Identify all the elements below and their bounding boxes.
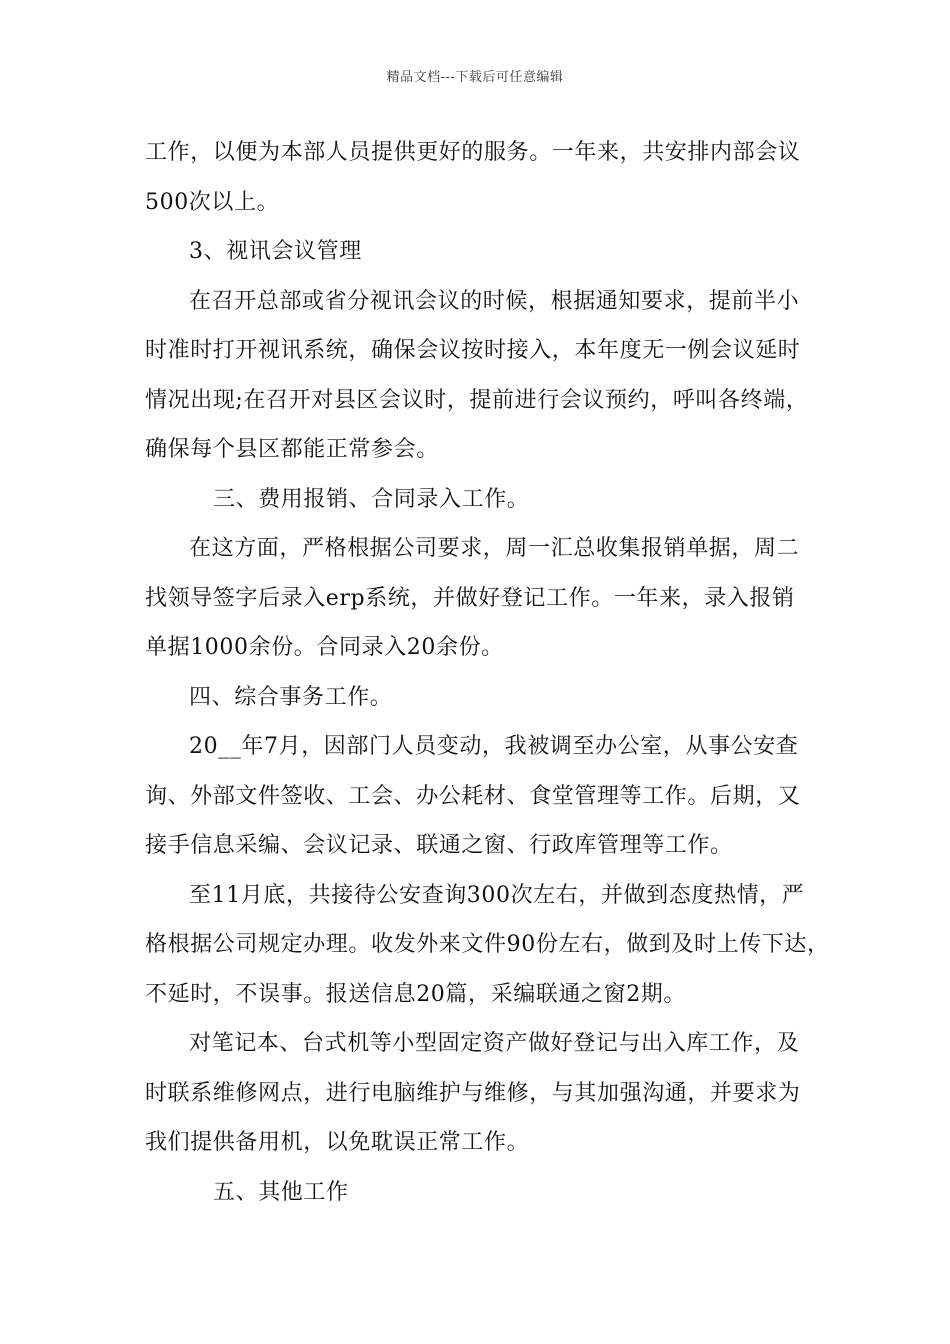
page-header: 精品文档---下载后可任意编辑 xyxy=(386,70,564,85)
text-line: 接手信息采编、会议记录、联通之窗、行政库管理等工作。 xyxy=(145,833,733,858)
section-heading: 四、综合事务工作。 xyxy=(189,684,393,710)
text-line: 在召开总部或省分视讯会议的时候，根据通知要求，提前半小 xyxy=(189,288,800,314)
text-line: 至11月底，共接待公安查询300次左右，并做到态度热情，严 xyxy=(189,882,805,908)
text-line: 我们提供备用机，以免耽误正常工作。 xyxy=(145,1130,530,1155)
text-line: 工作，以便为本部人员提供更好的服务。一年来，共安排内部会议 xyxy=(145,140,801,165)
text-line: 20__年7月，因部门人员变动，我被调至办公室，从事公安查 xyxy=(189,734,799,759)
section-heading: 三、费用报销、合同录入工作。 xyxy=(213,486,530,512)
text-line: 时联系维修网点，进行电脑维护与维修，与其加强沟通，并要求为 xyxy=(145,1080,801,1106)
text-line: 在这方面，严格根据公司要求，周一汇总收集报销单据，周二 xyxy=(189,536,800,561)
section-heading: 五、其他工作 xyxy=(213,1179,349,1205)
text-line: 单据1000余份。合同录入20余份。 xyxy=(145,635,504,660)
text-line: 时准时打开视讯系统，确保会议按时接入，本年度无一例会议延时 xyxy=(145,338,801,363)
document-body xyxy=(145,128,830,1217)
text-line: 情况出现;在召开对县区会议时，提前进行会议预约，呼叫各终端， xyxy=(145,387,809,413)
text-line: 确保每个县区都能正常参会。 xyxy=(145,437,439,462)
text-line: 对笔记本、台式机等小型固定资产做好登记与出入库工作，及 xyxy=(189,1031,800,1056)
text-line: 找领导签字后录入erp系统，并做好登记工作。一年来，录入报销 xyxy=(145,585,795,611)
text-line: 500次以上。 xyxy=(145,189,280,215)
section-heading: 3、视讯会议管理 xyxy=(189,239,362,264)
text-line: 格根据公司规定办理。收发外来文件90份左右，做到及时上传下达， xyxy=(145,932,830,957)
text-line: 不延时，不误事。报送信息20篇，采编联通之窗2期。 xyxy=(145,981,686,1007)
text-line: 询、外部文件签收、工会、办公耗材、食堂管理等工作。后期，又 xyxy=(145,783,801,809)
